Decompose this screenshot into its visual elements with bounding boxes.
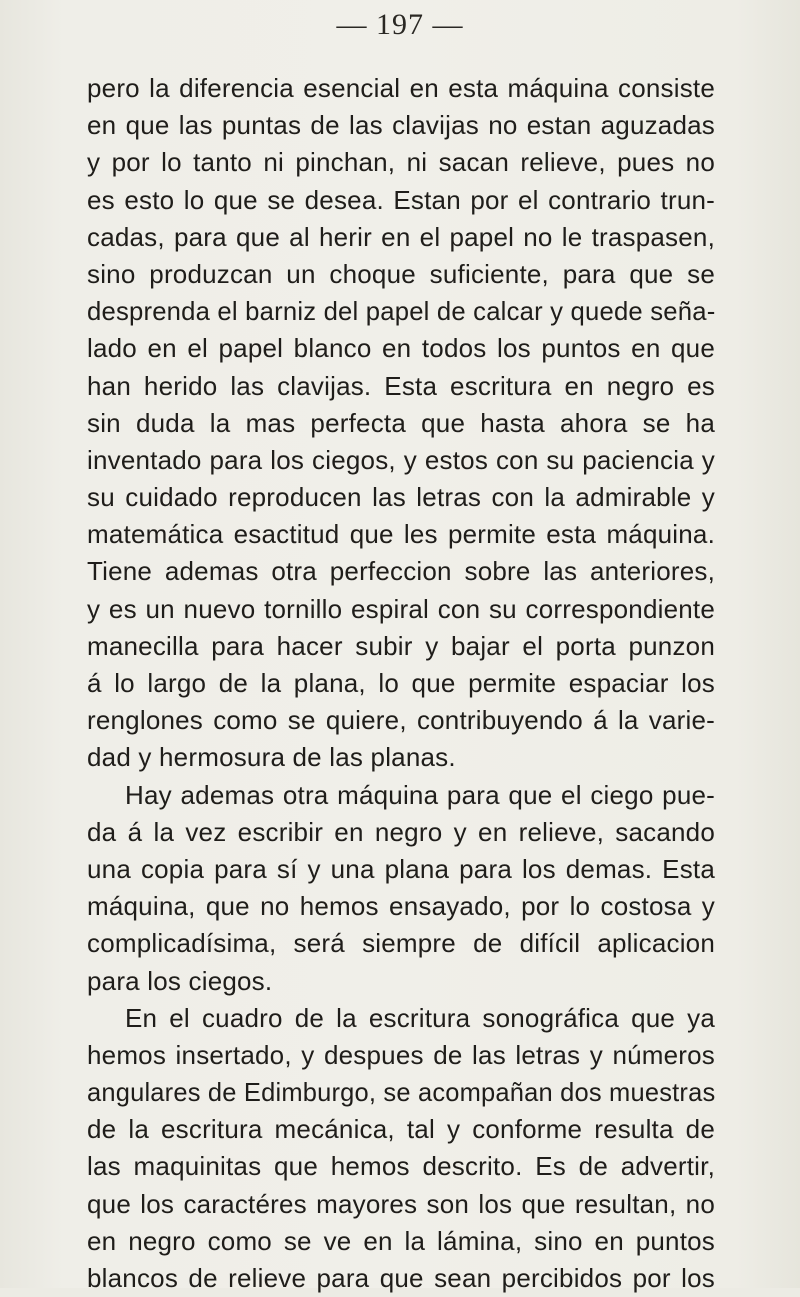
text-line: y es un nuevo tornillo espiral con su correspondiente (87, 593, 715, 624)
text-line: complicadísima, será siempre de difícil aplicacion (87, 928, 715, 959)
text-line: una copia para sí y una plana para los demas. Esta (87, 853, 715, 884)
text-line: han herido las clavijas. Esta escritura en negro es (87, 370, 715, 401)
text-line: desprenda el barniz del papel de calcar y quede seña- (87, 296, 716, 327)
text-line-paragraph-start: En el cuadro de la escritura sonográfica que ya (125, 1002, 715, 1033)
text-line: blancos de relieve para que sean percibidos por los (87, 1263, 715, 1293)
page-number: — 197 — (336, 8, 464, 41)
text-line: pero la diferencia esencial en esta máquina consiste (87, 73, 715, 103)
text-line: sino produzcan un choque suficiente, para que se (87, 258, 715, 289)
text-line: máquina, que no hemos ensayado, por lo costosa y (87, 891, 715, 922)
text-line: manecilla para hacer subir y bajar el porta punzon (87, 630, 715, 661)
text-line: de la escritura mecánica, tal y conforme resulta de (87, 1114, 715, 1145)
text-line: en que las puntas de las clavijas no estan aguzadas (87, 110, 715, 141)
text-line: su cuidado reproducen las letras con la admirable y (87, 482, 715, 513)
text-line-paragraph-start: Hay ademas otra máquina para que el ciego pue- (125, 779, 715, 810)
text-line: inventado para los ciegos, y estos con su paciencia y (87, 444, 715, 475)
text-line: hemos insertado, y despues de las letras y números (87, 1039, 715, 1070)
text-line: sin duda la mas perfecta que hasta ahora se ha (87, 407, 715, 438)
text-line: las maquinitas que hemos descrito. Es de advertir, (87, 1151, 715, 1182)
text-line: á lo largo de la plana, lo que permite espaciar los (87, 668, 715, 698)
text-line: es esto lo que se desea. Estan por el contrario trun- (87, 184, 715, 215)
text-line: y por lo tanto ni pinchan, ni sacan relieve, pues no (87, 147, 715, 178)
text-line: cadas, para que al herir en el papel no le traspasen, (87, 221, 715, 252)
text-line-paragraph-end: dad y hermosura de las planas. (87, 742, 456, 773)
text-line: en negro como se ve en la lámina, sino en puntos (87, 1225, 715, 1256)
text-line: da á la vez escribir en negro y en relieve, sacando (87, 816, 715, 847)
body-text (87, 70, 715, 1297)
text-line-paragraph-end: para los ciegos. (87, 965, 273, 996)
text-line: lado en el papel blanco en todos los puntos en que (87, 333, 715, 364)
text-line: Tiene ademas otra perfeccion sobre las anteriores, (87, 556, 715, 587)
text-line: matemática esactitud que les permite esta máquina. (87, 519, 715, 550)
text-line: angulares de Edimburgo, se acompañan dos muestras (87, 1077, 716, 1108)
text-line: que los caractéres mayores son los que resultan, no (87, 1188, 715, 1219)
text-line: renglones como se quiere, contribuyendo á la varie- (87, 705, 715, 736)
